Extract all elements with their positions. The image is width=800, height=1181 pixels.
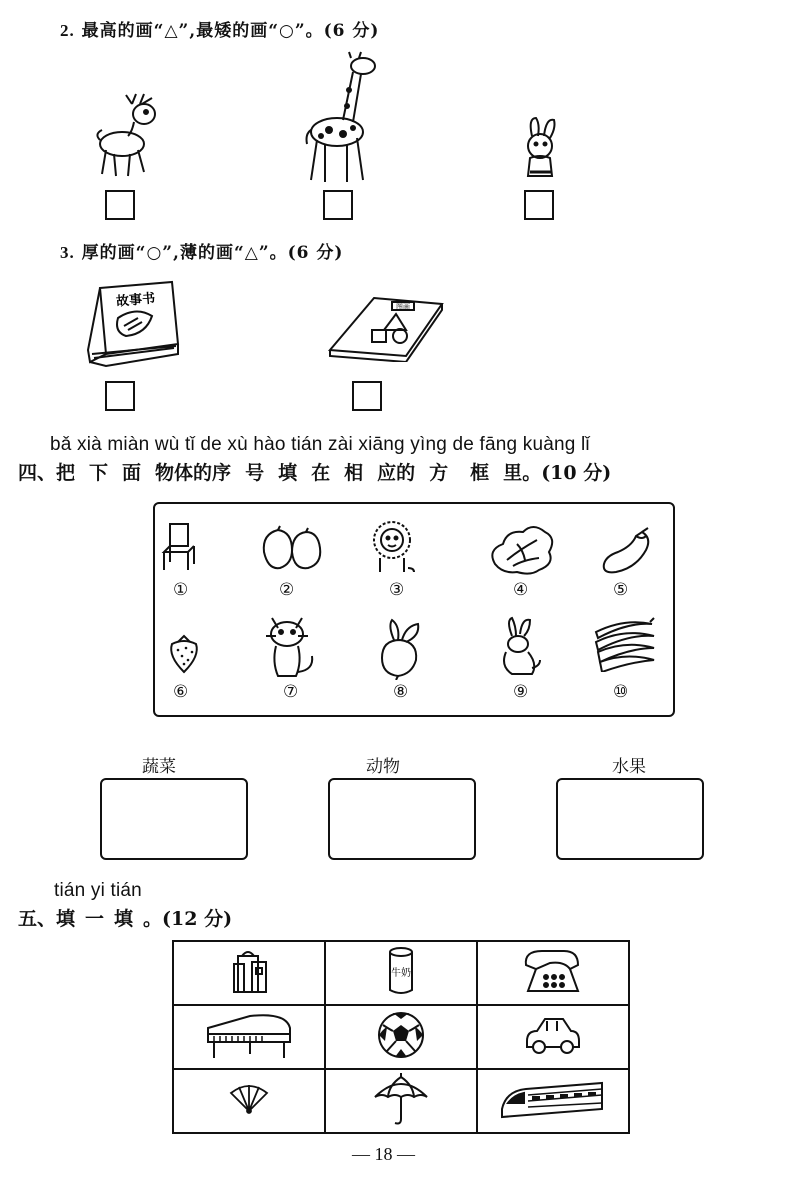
category-box-vegetables[interactable]	[100, 778, 248, 860]
category-label-animals: 动物	[366, 757, 400, 777]
book1-title: 故事书	[115, 291, 156, 310]
item-number-10: ⑩	[613, 682, 629, 702]
cat-icon	[262, 610, 318, 680]
milk-label: 牛奶	[391, 968, 411, 979]
telephone-icon	[520, 945, 586, 997]
section-5-title	[18, 904, 232, 931]
s4-part-4: 号	[245, 462, 265, 484]
car-icon	[523, 1013, 583, 1057]
s4-part-12: 。(10 分)	[522, 462, 612, 484]
answer-box-rabbit[interactable]	[524, 190, 554, 220]
grid-cell-bag	[173, 941, 325, 1005]
question-2-number: 2.	[60, 21, 75, 40]
answer-box-thin-book[interactable]	[352, 381, 382, 411]
question-3-title	[60, 238, 343, 263]
s5-part-3: 。(12 分)	[143, 908, 233, 930]
deer-icon	[92, 92, 166, 182]
answer-box-giraffe[interactable]	[323, 190, 353, 220]
s5-part-1: 一	[85, 908, 105, 930]
section-5-pinyin: tián yi tián	[54, 880, 142, 901]
strawberry-icon	[166, 634, 202, 674]
section-4-title	[18, 458, 788, 485]
train-icon	[498, 1077, 608, 1121]
category-label-fruits: 水果	[612, 757, 646, 777]
rabbit-icon	[516, 116, 566, 182]
lion-icon	[372, 518, 418, 576]
s4-part-2: 面	[122, 462, 142, 484]
bag-icon	[224, 946, 274, 996]
peppers-icon	[260, 524, 326, 572]
answer-box-deer[interactable]	[105, 190, 135, 220]
bananas-icon	[592, 616, 656, 672]
s4-part-7: 相	[344, 462, 364, 484]
grid-cell-car	[477, 1005, 629, 1069]
umbrella-icon	[371, 1071, 431, 1127]
s4-part-10: 框	[470, 462, 490, 484]
item-number-3: ③	[389, 580, 405, 600]
grid-cell-milk	[325, 941, 477, 1005]
item-number-9: ⑨	[513, 682, 529, 702]
s4-part-5: 填	[278, 462, 298, 484]
item-number-4: ④	[513, 580, 529, 600]
question-3-text: 厚的画“○”,薄的画“△”。(6 分)	[81, 243, 344, 263]
question-2-title	[60, 16, 379, 41]
item-number-1: ①	[173, 580, 189, 600]
answer-box-thick-book[interactable]	[105, 381, 135, 411]
soccer-ball-icon	[375, 1009, 427, 1061]
s4-part-1: 下	[89, 462, 109, 484]
grid-cell-fan	[173, 1069, 325, 1133]
grid-cell-piano	[173, 1005, 325, 1069]
s4-part-0: 四、把	[18, 462, 76, 484]
item-number-7: ⑦	[283, 682, 299, 702]
thick-book-icon	[86, 278, 182, 374]
category-box-animals[interactable]	[328, 778, 476, 860]
eggplant-icon	[602, 526, 654, 576]
cabbage-icon	[487, 520, 557, 576]
folding-fan-icon	[227, 1081, 271, 1117]
category-label-vegetables: 蔬菜	[142, 757, 176, 777]
grid-cell-umbrella	[325, 1069, 477, 1133]
item-number-2: ②	[279, 580, 295, 600]
giraffe-icon	[303, 50, 383, 185]
s5-part-2: 填	[114, 908, 134, 930]
question-2-text: 最高的画“△”,最矮的画“○”。(6 分)	[81, 21, 380, 41]
fill-grid	[172, 940, 630, 1134]
rabbit-small-icon	[492, 616, 544, 678]
radish-icon	[368, 618, 428, 680]
book2-title: 图画	[396, 303, 410, 311]
s5-part-0: 五、填	[18, 908, 76, 930]
item-number-8: ⑧	[393, 682, 409, 702]
section-4-pinyin: bǎ xià miàn wù tǐ de xù hào tián zài xiāng yìng de fāng kuàng lǐ	[50, 434, 590, 455]
s4-part-8: 应的	[377, 462, 416, 484]
s4-part-9: 方	[429, 462, 449, 484]
s4-part-3: 物体的序	[155, 462, 232, 484]
category-box-fruits[interactable]	[556, 778, 704, 860]
s4-part-6: 在	[311, 462, 331, 484]
grid-cell-telephone	[477, 941, 629, 1005]
s4-part-11: 里	[503, 462, 523, 484]
thin-book-icon	[326, 296, 444, 362]
item-number-6: ⑥	[173, 682, 189, 702]
chair-icon	[160, 520, 200, 572]
piano-icon	[204, 1010, 294, 1060]
milk-carton-icon	[376, 944, 426, 998]
page-number: — 18 —	[352, 1144, 415, 1164]
item-number-5: ⑤	[613, 580, 629, 600]
grid-cell-train	[477, 1069, 629, 1133]
question-3-number: 3.	[60, 243, 75, 262]
grid-cell-soccer-ball	[325, 1005, 477, 1069]
